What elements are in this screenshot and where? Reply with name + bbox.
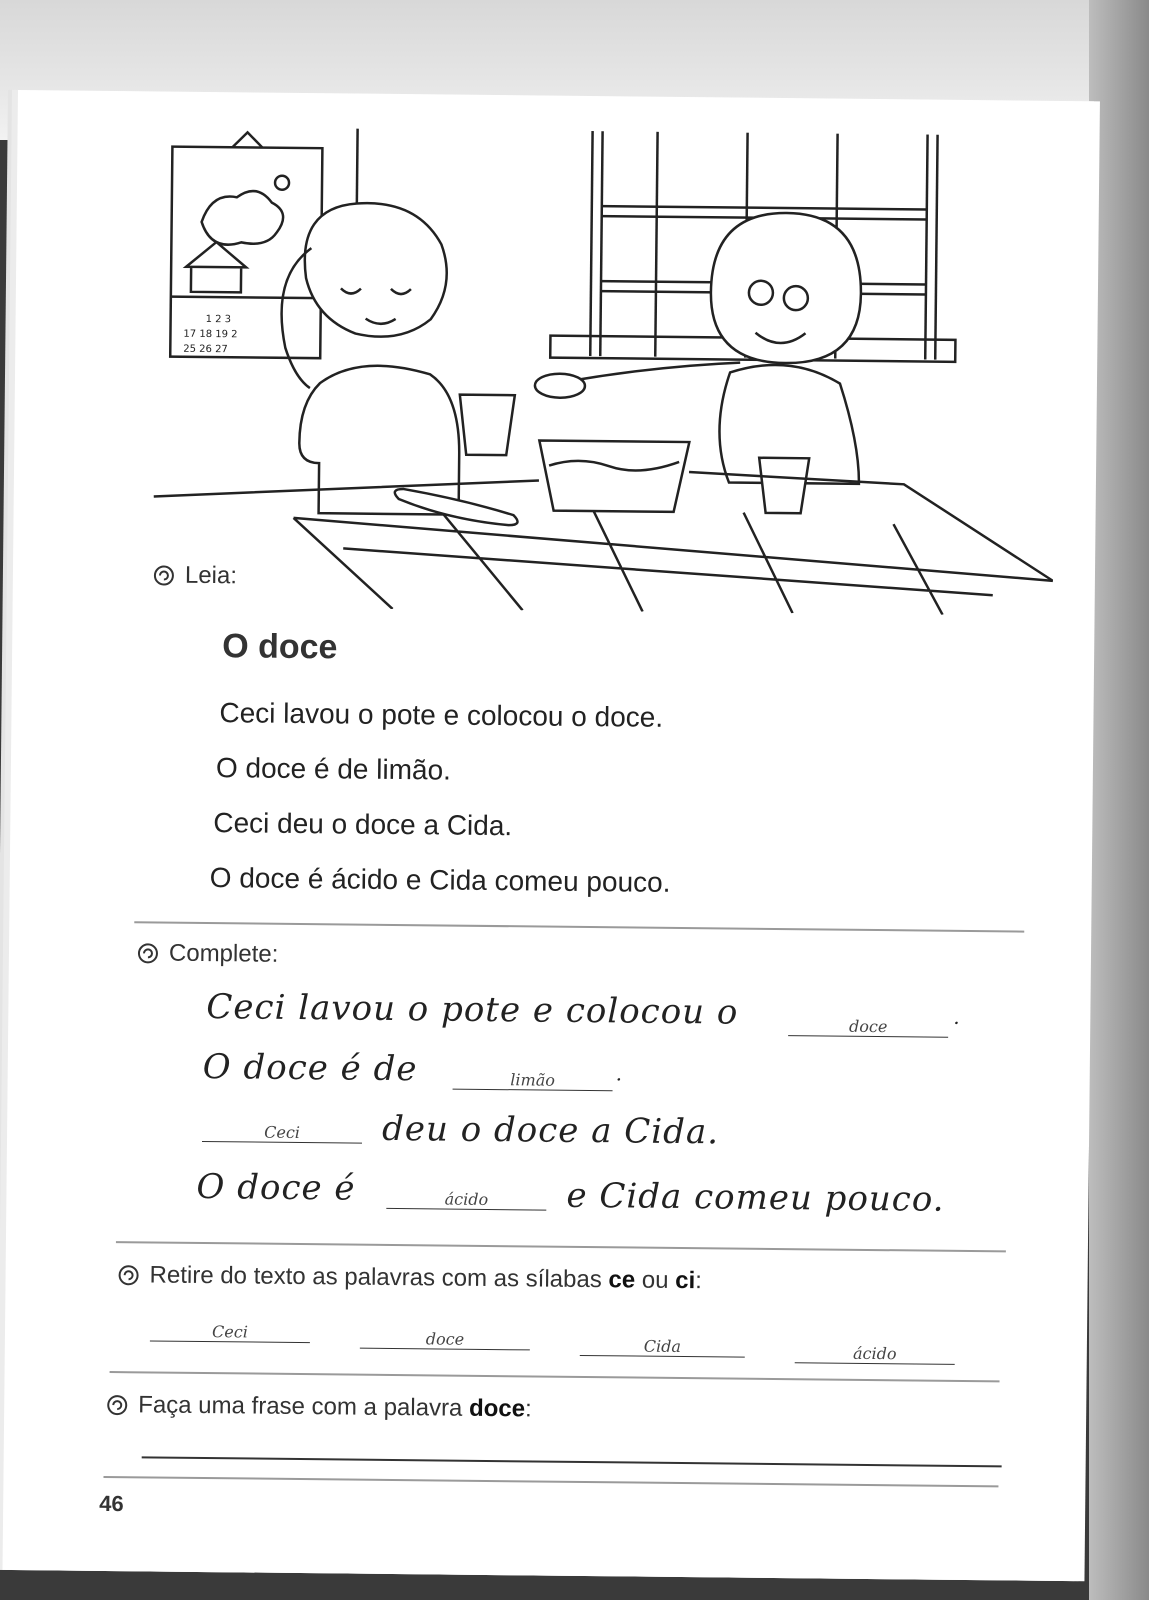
divider-3: [110, 1371, 1000, 1382]
story-line-4: O doce é ácido e Cida comeu pouco.: [209, 862, 671, 898]
extract-answer-1[interactable]: Ceci: [150, 1321, 310, 1343]
story-line-2: O doce é de limão.: [215, 752, 452, 786]
calendar-shape: [170, 147, 322, 359]
complete-blank-1[interactable]: doce: [788, 1016, 948, 1038]
divider-1: [134, 921, 1024, 932]
extract-label-mid: ou: [635, 1266, 676, 1294]
complete-instruction: [137, 939, 279, 968]
read-instruction: [153, 561, 237, 590]
complete-line-1-suffix: .: [953, 1004, 961, 1029]
sentence-word: doce: [468, 1394, 526, 1423]
workbook-page: [3, 90, 1100, 1581]
complete-line-1-prefix: Ceci lavou o pote e colocou o: [206, 987, 739, 1033]
spiral-bullet-icon: [106, 1394, 128, 1416]
syllable-ce: ce: [608, 1266, 636, 1294]
sentence-instruction: [106, 1391, 532, 1423]
kitchen-illustration: [143, 126, 1058, 616]
sentence-writing-line[interactable]: [142, 1456, 1002, 1467]
spiral-bullet-icon: [153, 564, 175, 586]
extract-label-prefix: Retire do texto as palavras com as sílabas: [149, 1261, 609, 1294]
story-line-3: Ceci deu o doce a Cida.: [213, 807, 513, 842]
extract-answer-2[interactable]: doce: [360, 1329, 530, 1351]
spiral-bullet-icon: [117, 1264, 139, 1286]
extract-instruction: [117, 1261, 702, 1295]
divider-4: [103, 1476, 998, 1487]
calendar-row-1: 1 2 3: [205, 313, 232, 326]
extract-answer-3[interactable]: Cida: [580, 1336, 745, 1358]
spiral-bullet-icon: [137, 942, 159, 964]
complete-line-4-suffix: e Cida comeu pouco.: [566, 1175, 945, 1220]
syllable-ci: ci: [675, 1266, 696, 1295]
extract-answer-4[interactable]: ácido: [795, 1343, 955, 1365]
read-label: Leia:: [184, 561, 238, 590]
sentence-label-suffix: :: [524, 1395, 532, 1423]
complete-line-2-prefix: O doce é de: [202, 1046, 418, 1090]
complete-blank-4[interactable]: ácido: [386, 1189, 546, 1211]
complete-label: Complete:: [168, 939, 279, 968]
complete-line-2-suffix: .: [615, 1061, 624, 1086]
calendar-row-3: 25 26 27: [183, 343, 228, 356]
complete-blank-3[interactable]: Ceci: [202, 1122, 362, 1144]
complete-line-4-prefix: O doce é: [196, 1166, 356, 1209]
extract-label-suffix: :: [695, 1267, 703, 1295]
calendar-row-2: 17 18 19 2: [183, 328, 238, 341]
story-title: O doce: [221, 627, 338, 667]
sentence-label-prefix: Faça uma frase com a palavra: [138, 1391, 470, 1422]
divider-2: [116, 1241, 1006, 1252]
complete-line-3-suffix: deu o doce a Cida.: [381, 1108, 720, 1153]
illustration-drawing: [143, 126, 1058, 616]
page-number: 46: [99, 1490, 124, 1517]
story-line-1: Ceci lavou o pote e colocou o doce.: [219, 697, 664, 733]
complete-blank-2[interactable]: limão: [453, 1070, 613, 1092]
